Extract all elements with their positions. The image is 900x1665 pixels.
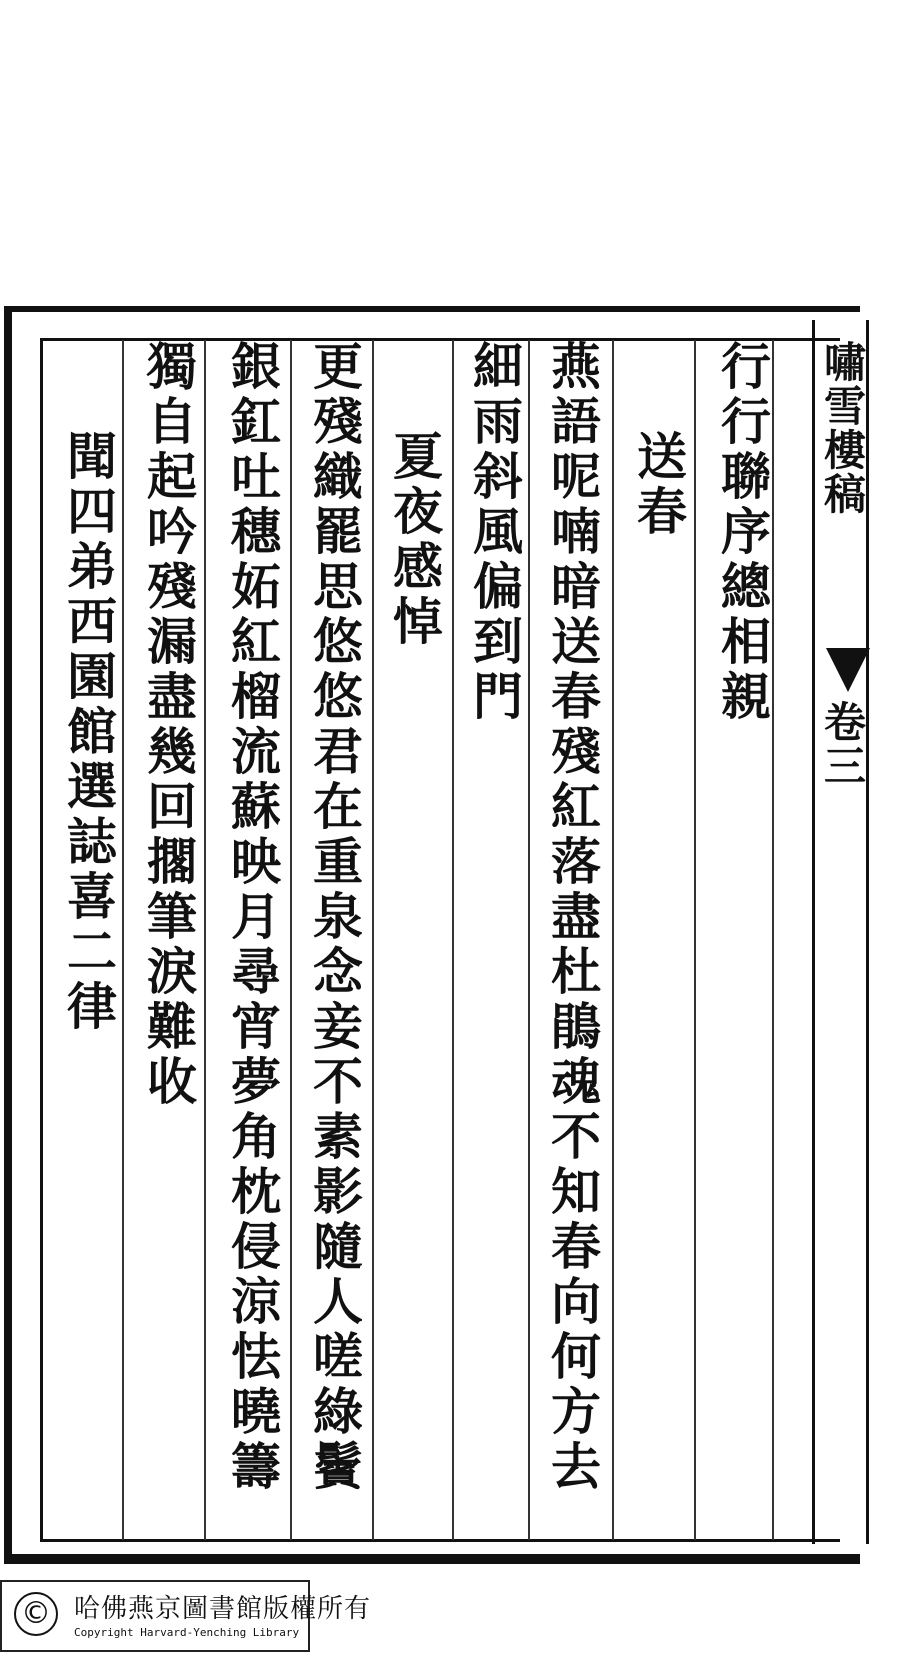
text-column-7: 銀釭吐穗妬紅榴流蘇映月尋宵夢角枕侵涼怯曉籌 xyxy=(223,340,282,1495)
text-column-4: 細雨斜風偏到門 xyxy=(465,340,524,725)
banxin-volume: 卷三 xyxy=(818,700,867,788)
column-rule xyxy=(290,340,292,1540)
text-column-1: 行行聯序總相親 xyxy=(713,340,772,725)
copyright-chinese: 哈佛燕京圖書館版權所有 xyxy=(74,1594,372,1624)
column-rule xyxy=(694,340,696,1540)
column-rule xyxy=(122,340,124,1540)
copyright-icon: © xyxy=(14,1592,58,1636)
column-rule xyxy=(204,340,206,1540)
column-rule xyxy=(528,340,530,1540)
banxin-title: 嘯雪樓稿 xyxy=(818,340,867,516)
poem-title-2: 夏夜感悼 xyxy=(385,430,444,650)
fish-tail-mark xyxy=(826,648,870,692)
copyright-english: Copyright Harvard-Yenching Library xyxy=(74,1626,300,1639)
poem-title-3: 聞四弟西園館選誌喜二律 xyxy=(59,430,118,1035)
poem-title-1: 送春 xyxy=(629,430,688,540)
column-rule xyxy=(372,340,374,1540)
column-rule xyxy=(452,340,454,1540)
text-column-6: 更殘織罷思悠悠君在重泉念妾不素影隨人嗟綠鬢 xyxy=(305,340,364,1495)
text-column-8: 獨自起吟殘漏盡幾回擱筆淚難收 xyxy=(139,340,198,1110)
column-rule xyxy=(612,340,614,1540)
text-column-3: 燕語呢喃暗送春殘紅落盡杜鵑魂不知春向何方去 xyxy=(543,340,602,1495)
copyright-stamp xyxy=(0,1580,372,1652)
column-rule xyxy=(772,340,774,1540)
